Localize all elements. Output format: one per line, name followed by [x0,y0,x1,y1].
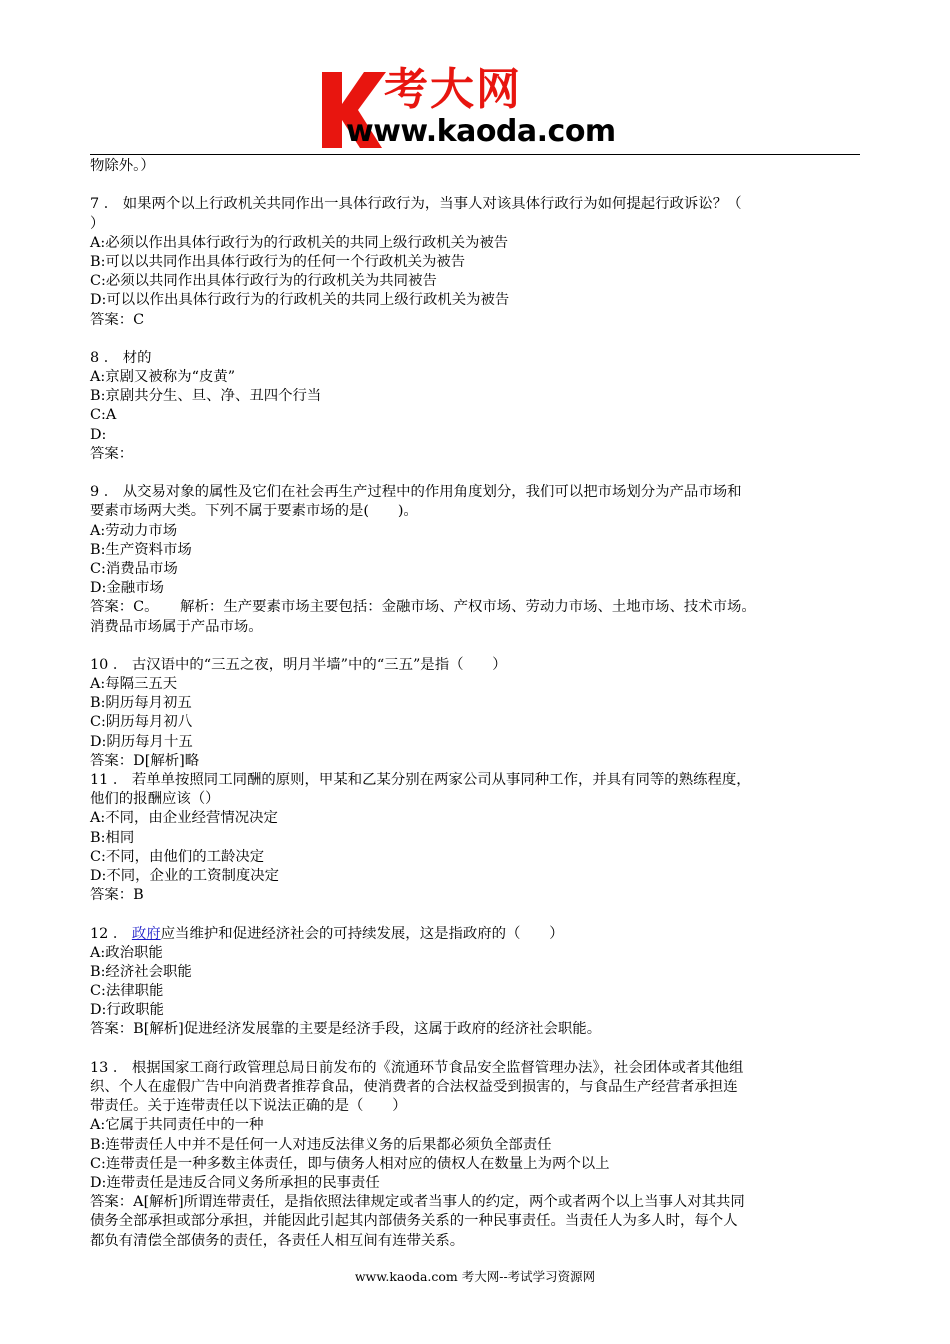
answer-option: B:连带责任人中并不是任何一人对违反法律义务的后果都必须负全部责任 [90,1136,552,1153]
answer-option: B:阴历每月初五 [90,695,192,712]
answer-option: D:连带责任是违反合同义务所承担的民事责任 [90,1174,380,1191]
answer-option: A:劳动力市场 [90,522,178,539]
spacer [90,905,870,924]
answer-option: C:不同，由他们的工龄决定 [90,848,265,865]
question-stem: 13 ． 根据国家工商行政管理总局日前发布的《流通环节食品安全监督管理办法》，社会团体或者其他组 [90,1059,744,1076]
question-block [90,1059,870,1251]
answer-text: 答案：C。 解析：生产要素市场主要包括：金融市场、产权市场、劳动力市场、土地市场、技术市场。 [90,599,756,616]
question-block [90,195,870,349]
answer-option: B:相同 [90,829,135,846]
page-header [0,0,950,160]
answer-option: A:每隔三五天 [90,676,178,693]
question-block [90,483,870,656]
answer-option: D:金融市场 [90,580,164,597]
answer-option: C:必须以共同作出具体行政行为的行政机关为共同被告 [90,273,437,290]
answer-option: B:生产资料市场 [90,541,192,558]
answer-option: C:消费品市场 [90,560,178,577]
page-footer: www.kaoda.com 考大网--考试学习资源网 [354,1269,596,1284]
question-block [90,656,870,771]
stem-prefix: 12 ． [90,925,132,942]
question-stem: 8 ． 材的 [90,349,152,366]
answer-option: A:政治职能 [90,944,163,961]
answer-option: B:可以以共同作出具体行政行为的任何一个行政机关为被告 [90,253,466,270]
question-stem: ） [90,215,105,232]
question-stem: 他们的报酬应该（） [90,791,220,808]
government-link[interactable]: 政府 [131,925,161,942]
lead-text: 物除外。） [90,158,155,174]
spacer [90,330,870,349]
answer-option: B:京剧共分生、旦、净、丑四个行当 [90,388,322,405]
question-stem: 带责任。关于连带责任以下说法正确的是（ ） [90,1098,407,1115]
answer-option: D:不同，企业的工资制度决定 [90,867,280,884]
answer-option: A:不同，由企业经营情况决定 [90,810,278,827]
answer-text: 答案：B [90,887,144,904]
answer-option: A:京剧又被称为“皮黄” [90,369,236,386]
question-block [90,925,870,1059]
spacer [90,637,870,656]
stem-suffix: 应当维护和促进经济社会的可持续发展，这是指政府的（ ） [160,925,564,942]
logo-url-text: www.kaoda.com [346,114,616,149]
answer-option: D: [90,426,107,443]
answer-option: C:法律职能 [90,983,164,1000]
answer-option: D:可以以作出具体行政行为的行政机关的共同上级行政机关为被告 [90,292,510,309]
answer-option: A:它属于共同责任中的一种 [90,1117,264,1134]
answer-option: C:阴历每月初八 [90,714,193,731]
spacer [90,1040,870,1059]
answer-text: 答案：A[解析]所谓连带责任，是指依照法律规定或者当事人的约定，两个或者两个以上当事人对其共同 [90,1194,745,1211]
spacer [90,464,870,483]
answer-option: B:经济社会职能 [90,963,192,980]
answer-option: D:阴历每月十五 [90,733,193,750]
answer-text: 债务全部承担或部分承担，并能因此引起其内部债务关系的一种民事责任。当责任人为多人时，每个人 [90,1213,738,1230]
document-body [90,157,870,1251]
answer-option: C:A [90,407,117,424]
question-stem: 10 ． 古汉语中的“三五之夜，明月半墙”中的“三五”是指（ ） [90,656,507,673]
question-block [90,349,870,483]
answer-text: 答案： [90,445,134,462]
question-stem: 要素市场两大类。下列不属于要素市场的是( )。 [90,503,418,520]
answer-option: C:连带责任是一种多数主体责任，即与债务人相对应的债权人在数量上为两个以上 [90,1155,610,1172]
answer-text: 都负有清偿全部债务的责任，各责任人相互间有连带关系。 [90,1232,465,1249]
header-divider [90,154,860,155]
question-stem [90,925,870,944]
answer-option: D:行政职能 [90,1002,164,1019]
answer-text: 答案：B[解析]促进经济发展靠的主要是经济手段，这属于政府的经济社会职能。 [90,1021,602,1038]
logo-chinese-text: 考大网 [384,64,522,115]
answer-option: A:必须以作出具体行政行为的行政机关的共同上级行政机关为被告 [90,234,509,251]
kaoda-logo[interactable] [318,64,648,152]
question-stem: 7 ． 如果两个以上行政机关共同作出一具体行政行为，当事人对该具体行政行为如何提起行政诉讼？（ [90,196,742,213]
answer-text: 消费品市场属于产品市场。 [90,618,263,635]
answer-text: 答案：C [90,311,145,328]
spacer [90,176,870,195]
question-block [90,771,870,925]
question-stem: 9 ． 从交易对象的属性及它们在社会再生产过程中的作用角度划分，我们可以把市场划分为产品市场和 [90,484,742,501]
question-stem: 织、个人在虚假广告中向消费者推荐食品，使消费者的合法权益受到损害的，与食品生产经营者承担连 [90,1079,738,1095]
question-stem: 11 ． 若单单按照同工同酬的原则，甲某和乙某分别在两家公司从事同种工作，并具有同等的熟练程度， [90,772,751,788]
answer-text: 答案：D[解析]略 [90,752,200,769]
